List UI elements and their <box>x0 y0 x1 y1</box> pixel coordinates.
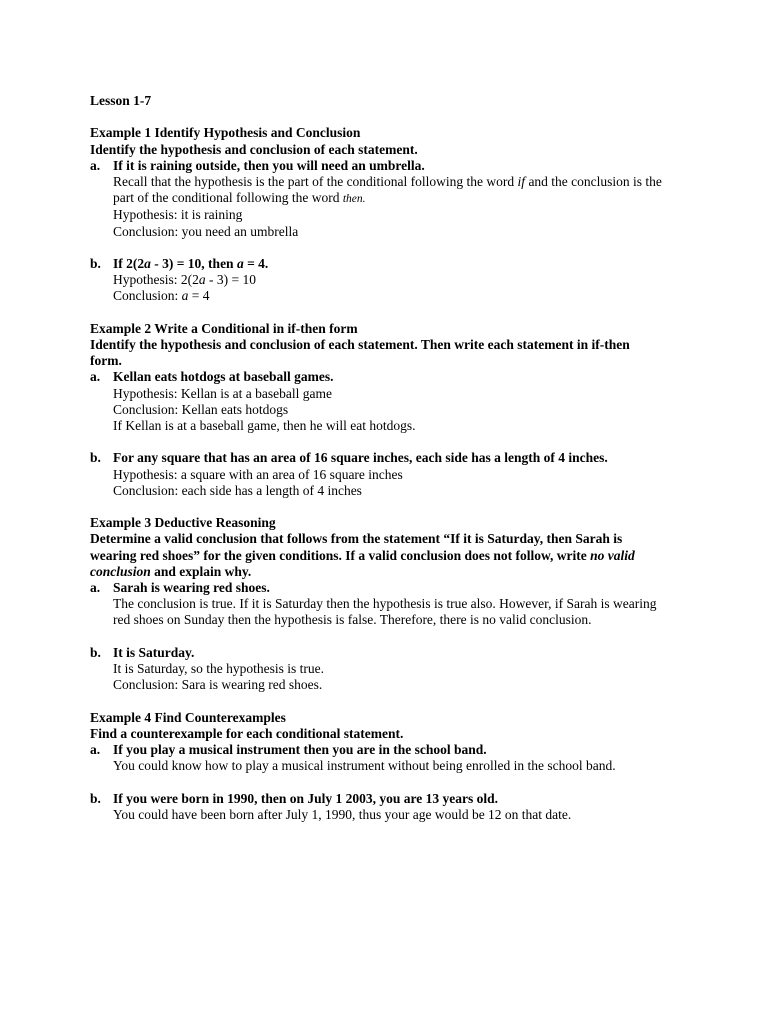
example-1 <box>90 125 690 304</box>
example-3-instruction-line-3: conclusion and explain why. <box>90 563 252 579</box>
document-page <box>90 93 690 823</box>
example-2a-conclusion: Conclusion: Kellan eats hotdogs <box>113 401 289 417</box>
example-1-instruction: Identify the hypothesis and conclusion of each statement. <box>90 141 418 157</box>
lesson-title: Lesson 1-7 <box>90 93 152 108</box>
example-1b-hypothesis: Hypothesis: 2(2a - 3) = 10 <box>113 272 256 288</box>
example-1b-statement: b. If 2(2a - 3) = 10, then a = 4. <box>90 256 269 271</box>
example-4a-statement: a. If you play a musical instrument then you are in the school band. <box>90 742 487 758</box>
example-4-instruction: Find a counterexample for each conditional statement. <box>90 725 404 741</box>
example-3a-answer-line-2: red shoes on Sunday then the hypothesis is false. Therefore, there is no valid conclusion. <box>113 612 592 628</box>
example-1a-recall-line-2: part of the conditional following the word then. <box>113 190 366 206</box>
example-4b-answer: You could have been born after July 1, 1990, thus your age would be 12 on that date. <box>113 806 572 822</box>
example-1a-conclusion: Conclusion: you need an umbrella <box>113 223 299 239</box>
example-1b-conclusion: Conclusion: a = 4 <box>113 288 210 304</box>
example-2b-hypothesis: Hypothesis: a square with an area of 16 square inches <box>113 466 403 482</box>
example-3 <box>90 515 690 693</box>
example-3b-statement: b. It is Saturday. <box>90 644 195 660</box>
example-2-heading: Example 2 Write a Conditional in if-then form <box>90 320 358 336</box>
example-4 <box>90 710 690 823</box>
example-2-instruction-line-2: form. <box>90 353 122 369</box>
example-4a-answer: You could know how to play a musical instrument without being enrolled in the school band. <box>113 758 616 774</box>
example-3a-answer-line-1: The conclusion is true. If it is Saturday then the hypothesis is true also. However, if Sarah is wearing <box>113 596 657 612</box>
example-2a-ifthen: If Kellan is at a baseball game, then he will eat hotdogs. <box>113 418 416 434</box>
example-3-heading: Example 3 Deductive Reasoning <box>90 515 276 531</box>
example-4b-statement: b. If you were born in 1990, then on July 1 2003, you are 13 years old. <box>90 790 499 806</box>
example-3b-answer-line-2: Conclusion: Sara is wearing red shoes. <box>113 677 323 693</box>
example-1a-hypothesis: Hypothesis: it is raining <box>113 207 243 223</box>
example-2-instruction-line-1: Identify the hypothesis and conclusion of each statement. Then write each statement in if-then <box>90 337 630 352</box>
example-3a-statement: a. Sarah is wearing red shoes. <box>90 580 270 596</box>
example-2a-hypothesis: Hypothesis: Kellan is at a baseball game <box>113 385 332 401</box>
example-2 <box>90 321 690 499</box>
example-1-heading: Example 1 Identify Hypothesis and Conclusion <box>90 125 361 141</box>
example-1a-recall-line-1: Recall that the hypothesis is the part of the conditional following the word if and the conclusion is the <box>113 174 662 189</box>
example-3-instruction-line-1: Determine a valid conclusion that follows from the statement “If it is Saturday, then Sarah is <box>90 531 623 547</box>
example-3-instruction-line-2: wearing red shoes” for the given conditions. If a valid conclusion does not follow, write no valid <box>90 547 635 563</box>
example-1a-statement: a. If it is raining outside, then you will need an umbrella. <box>90 157 425 173</box>
example-2a-statement: a. Kellan eats hotdogs at baseball games. <box>90 369 334 385</box>
example-4-heading: Example 4 Find Counterexamples <box>90 709 286 725</box>
example-2b-statement: b. For any square that has an area of 16 square inches, each side has a length of 4 inches. <box>90 450 608 466</box>
example-3b-answer-line-1: It is Saturday, so the hypothesis is true. <box>113 661 324 677</box>
example-2b-conclusion: Conclusion: each side has a length of 4 inches <box>113 482 362 498</box>
